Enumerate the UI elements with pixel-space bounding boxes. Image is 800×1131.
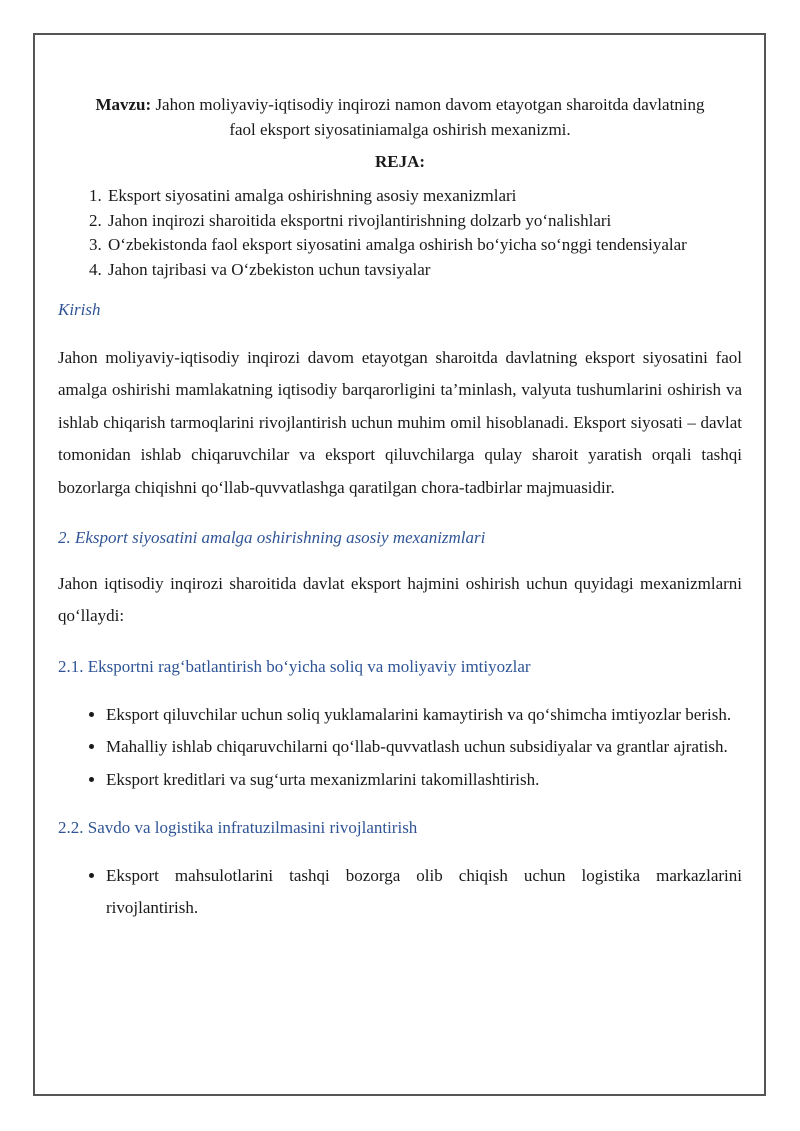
section-2-1-heading: 2.1. Eksportni rag‘batlantirish bo‘yicha soliq va moliyaviy imtiyozlar [58,656,531,676]
bullet-item: • Eksport mahsulotlarini tashqi bozorga olib chiqish uchun logistika markazlarini rivojlantirish. [106,860,742,925]
section-2-2-bullets [58,860,742,925]
intro-paragraph: Jahon moliyaviy-iqtisodiy inqirozi davom etayotgan sharoitda davlatning eksport siyosatini faol amalga oshirishi mamlakatning iqtisodiy barqarorligini ta’minlash, valyuta tushumlarini oshirish va ishlab chiqarish tarmoqlarini rivojlantirish uchun muhim omil hisoblanadi. Eksport siyosati – davlat tomonidan ishlab chiqaruvchilar va eksport qiluvchilarga qulay sharoit yaratish orqali tashqi bozorlarga chiqishni qo‘llab-quvvatlashga qaratilgan chora-tadbirlar majmuasidir. [58,348,742,497]
bullet-item: • Eksport qiluvchilar uchun soliq yuklamalarini kamaytirish va qo‘shimcha imtiyozlar berish. [106,699,742,731]
document-content [58,92,742,925]
plan-list [58,184,742,282]
section-2-2-heading: 2.2. Savdo va logistika infratuzilmasini rivojlantirish [58,818,418,838]
plan-item: 4. Jahon tajribasi va O‘zbekiston uchun tavsiyalar [106,258,742,283]
intro-heading: Kirish [58,300,101,319]
section-2-1-bullets [58,699,742,796]
section-2-heading: 2. Eksport siyosatini amalga oshirishning asosiy mexanizmlari [58,528,486,548]
plan-title: REJA: [374,152,426,171]
section-2-paragraph: Jahon iqtisodiy inqirozi sharoitida davlat eksport hajmini oshirish uchun quyidagi mexanizmlarni qo‘llaydi: [58,574,742,626]
plan-item: 2. Jahon inqirozi sharoitida eksportni rivojlantirishning dolzarb yo‘nalishlari [106,209,742,234]
topic-label: Mavzu: [95,95,152,114]
bullet-item: • Mahalliy ishlab chiqaruvchilarni qo‘llab-quvvatlash uchun subsidiyalar va grantlar ajratish. [106,731,742,763]
plan-item: 3. O‘zbekistonda faol eksport siyosatini amalga oshirish bo‘yicha so‘nggi tendensiyalar [106,233,742,258]
topic [58,92,742,142]
bullet-item: • Eksport kreditlari va sug‘urta mexanizmlarini takomillashtirish. [106,764,742,796]
topic-text: Jahon moliyaviy-iqtisodiy inqirozi namon davom etayotgan sharoitda davlatning faol eksport siyosatiniamalga oshirish mexanizmi. [155,95,705,139]
plan-item: 1. Eksport siyosatini amalga oshirishning asosiy mexanizmlari [106,184,742,209]
